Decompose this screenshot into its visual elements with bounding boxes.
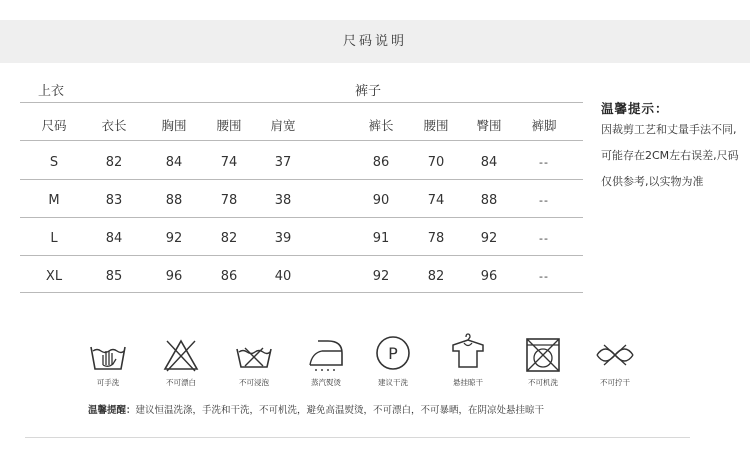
- care-label: 悬挂晾干: [453, 378, 483, 387]
- table-cell: 90: [372, 193, 390, 208]
- table-divider: [345, 255, 583, 256]
- table-cell: --: [539, 232, 549, 245]
- table-cell: 82: [427, 269, 445, 284]
- table-cell: 84: [105, 231, 123, 246]
- table-cell: 86: [372, 155, 390, 170]
- no-wring-icon: [595, 335, 635, 375]
- hand-wash-icon: [88, 335, 128, 375]
- care-label: 不可浸泡: [239, 378, 269, 387]
- care-label: 建议干洗: [378, 378, 408, 387]
- table-cell: --: [539, 270, 549, 283]
- no-machine-wash-icon: [523, 335, 563, 375]
- table-cell: 74: [427, 193, 445, 208]
- table-cell: 78: [220, 193, 238, 208]
- table-cell: 37: [274, 155, 292, 170]
- table-divider: [345, 292, 583, 293]
- table-cell: S: [49, 155, 59, 170]
- table-cell: 92: [165, 231, 183, 246]
- care-note-label: 温馨提醒：: [88, 405, 136, 416]
- hang-dry-icon: [448, 333, 488, 373]
- table-cell: 70: [427, 155, 445, 170]
- tip-title: 温馨提示：: [601, 101, 669, 116]
- pants-table-label: 裤子: [355, 84, 382, 99]
- care-label: 蒸汽熨烫: [311, 378, 341, 387]
- table-cell: 86: [220, 269, 238, 284]
- table-cell: 88: [165, 193, 183, 208]
- column-header: 胸围: [161, 118, 187, 133]
- table-cell: L: [50, 231, 58, 246]
- table-cell: 92: [480, 231, 498, 246]
- table-cell: 82: [220, 231, 238, 246]
- table-cell: 82: [105, 155, 123, 170]
- bottom-divider: [25, 437, 690, 438]
- table-cell: 92: [372, 269, 390, 284]
- table-cell: 84: [480, 155, 498, 170]
- tip-body: 因裁剪工艺和丈量手法不同,可能存在2CM左右误差,尺码仅供参考,以实物为准: [601, 123, 739, 188]
- table-cell: 83: [105, 193, 123, 208]
- dry-clean-icon: [373, 333, 413, 373]
- table-divider: [345, 102, 583, 103]
- table-cell: 85: [105, 269, 123, 284]
- table-cell: M: [48, 193, 60, 208]
- table-cell: 91: [372, 231, 390, 246]
- table-cell: XL: [45, 269, 63, 284]
- page-title: 尺码说明: [342, 34, 407, 49]
- top-table-label: 上衣: [38, 84, 65, 99]
- care-label: 不可拧干: [600, 378, 630, 387]
- table-cell: 74: [220, 155, 238, 170]
- table-cell: 38: [274, 193, 292, 208]
- table-divider: [345, 217, 583, 218]
- column-header: 裤长: [368, 118, 394, 133]
- column-header: 裤脚: [531, 118, 557, 133]
- care-label: 不可漂白: [166, 378, 196, 387]
- table-cell: 78: [427, 231, 445, 246]
- no-bleach-icon: [161, 335, 201, 375]
- table-cell: 39: [274, 231, 292, 246]
- column-header: 腰围: [216, 118, 242, 133]
- no-soak-icon: [234, 335, 274, 375]
- care-note-text: 建议恒温洗涤，手洗和干洗，不可机洗，避免高温熨烫，不可漂白，不可暴晒，在阴凉处悬挂晾干: [135, 405, 545, 416]
- table-cell: 96: [480, 269, 498, 284]
- table-cell: 88: [480, 193, 498, 208]
- table-cell: --: [539, 156, 549, 169]
- steam-iron-icon: [306, 333, 346, 373]
- table-cell: 84: [165, 155, 183, 170]
- column-header: 臀围: [476, 118, 502, 133]
- column-header: 腰围: [423, 118, 449, 133]
- table-cell: --: [539, 194, 549, 207]
- table-divider: [345, 179, 583, 180]
- care-label: 不可机洗: [528, 378, 558, 387]
- svg-text:P: P: [388, 344, 398, 363]
- column-header: 衣长: [101, 118, 127, 133]
- table-cell: 96: [165, 269, 183, 284]
- table-cell: 40: [274, 269, 292, 284]
- column-header: 尺码: [41, 118, 67, 133]
- column-header: 肩宽: [270, 118, 296, 133]
- care-label: 可手洗: [96, 378, 120, 387]
- table-divider: [345, 140, 583, 141]
- care-note: [88, 402, 544, 416]
